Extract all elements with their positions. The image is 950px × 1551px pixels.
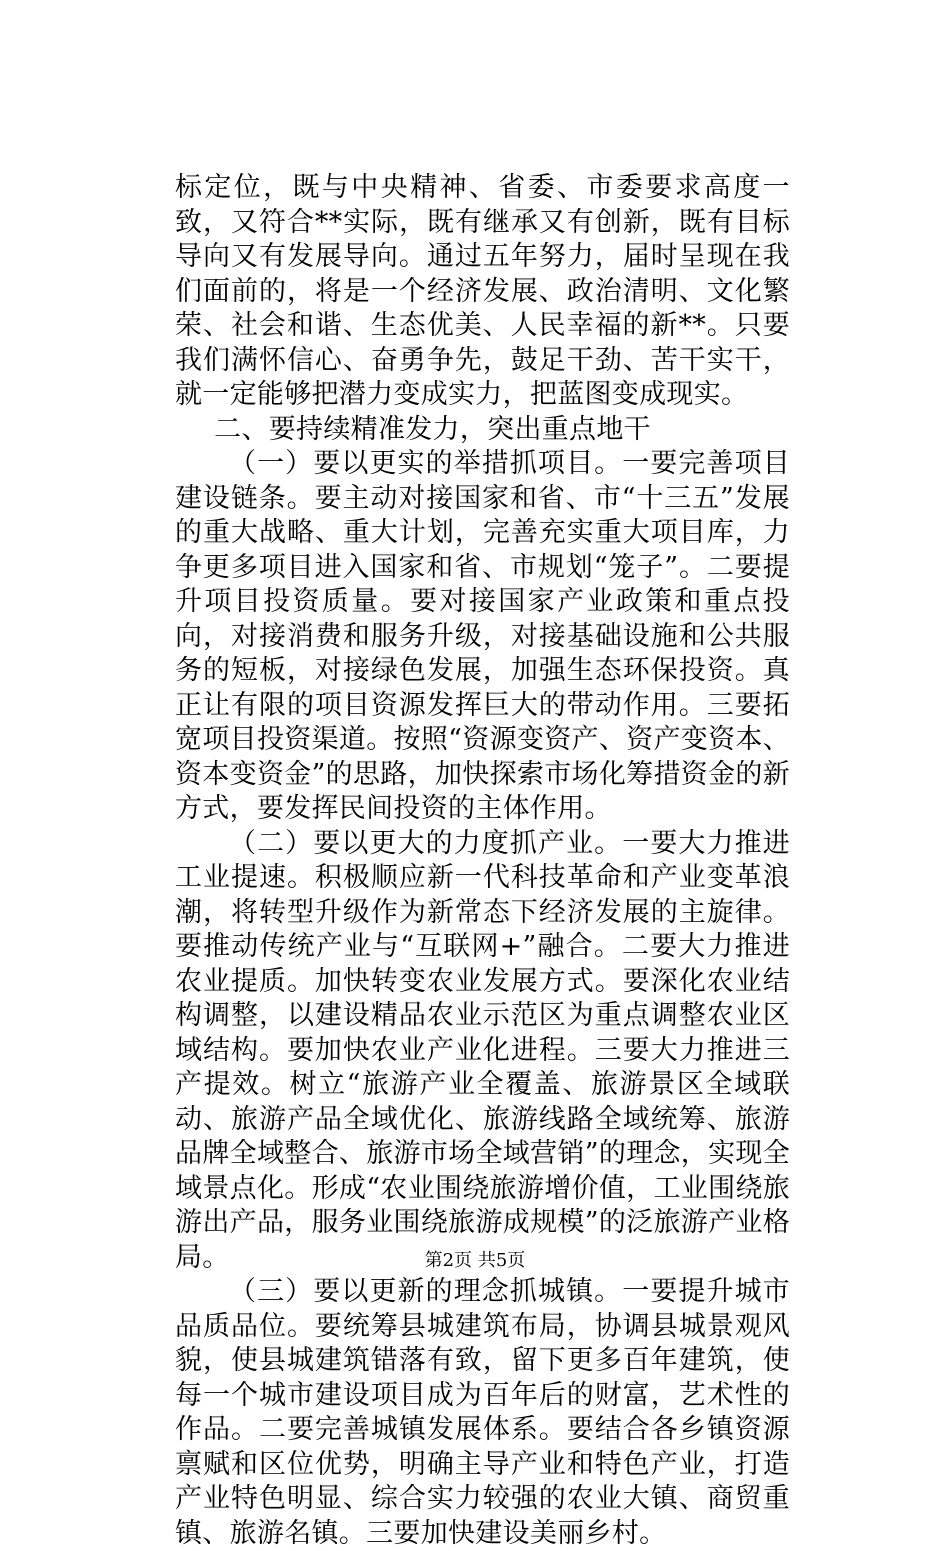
paragraph-projects: （一）要以更实的举措抓项目。一要完善项目建设链条。要主动对接国家和省、市“十三五”发展的重大战略、重大计划，完善充实重大项目库，力争更多项目进入国家和省、市规划“笼子”。二要提升项目投资质量。要对接国家产业政策和重点投向，对接消费和服务升级，对接基础设施和公共服务的短板，对接绿色发展，加强生态环保投资。真正让有限的项目资源发挥巨大的带动作用。三要拓宽项目投资渠道。按照“资源变资产、资产变资本、资本变资金”的思路，加快探索市场化筹措资金的新方式，要发挥民间投资的主体作用。 bbox=[175, 448, 790, 824]
paragraph-industry: （二）要以更大的力度抓产业。一要大力推进工业提速。积极顺应新一代科技革命和产业变革浪潮，将转型升级作为新常态下经济发展的主旋律。要推动传统产业与“互联网+”融合。二要大力推进农业提质。加快转变农业发展方式。要深化农业结构调整，以建设精品农业示范区为重点调整农业区域结构。要加快农业产业化进程。三要大力推进三产提效。树立“旅游产业全覆盖、旅游景区全域联动、旅游产品全域优化、旅游线路全域统筹、旅游品牌全域整合、旅游市场全域营销”的理念，实现全域景点化。形成“农业围绕旅游增价值，工业围绕旅游出产品，服务业围绕旅游成规模”的泛旅游产业格局。 bbox=[175, 827, 790, 1273]
page-number-footer: 第2页 共5页 bbox=[424, 1250, 526, 1271]
paragraph-continuation: 标定位，既与中央精神、省委、市委要求高度一致，又符合**实际，既有继承又有创新，既有目标导向又有发展导向。通过五年努力，届时呈现在我们面前的，将是一个经济发展、政治清明、文化繁荣、社会和谐、生态优美、人民幸福的新**。只要我们满怀信心、奋勇争先，鼓足干劲、苦干实干，就一定能够把潜力变成实力，把蓝图变成现实。 bbox=[175, 172, 790, 410]
document-body bbox=[175, 171, 790, 1551]
section-heading: 二、要持续精准发力，突出重点地干 bbox=[214, 413, 651, 445]
paragraph-towns: （三）要以更新的理念抓城镇。一要提升城市品质品位。要统筹县城建筑布局，协调县城景观风貌，使县城建筑错落有致，留下更多百年建筑，使每一个城市建设项目成为百年后的财富，艺术性的作品。二要完善城镇发展体系。要结合各乡镇资源禀赋和区位优势，明确主导产业和特色产业，打造产业特色明显、综合实力较强的农业大镇、商贸重镇、旅游名镇。三要加快建设美丽乡村。 bbox=[175, 1276, 790, 1549]
